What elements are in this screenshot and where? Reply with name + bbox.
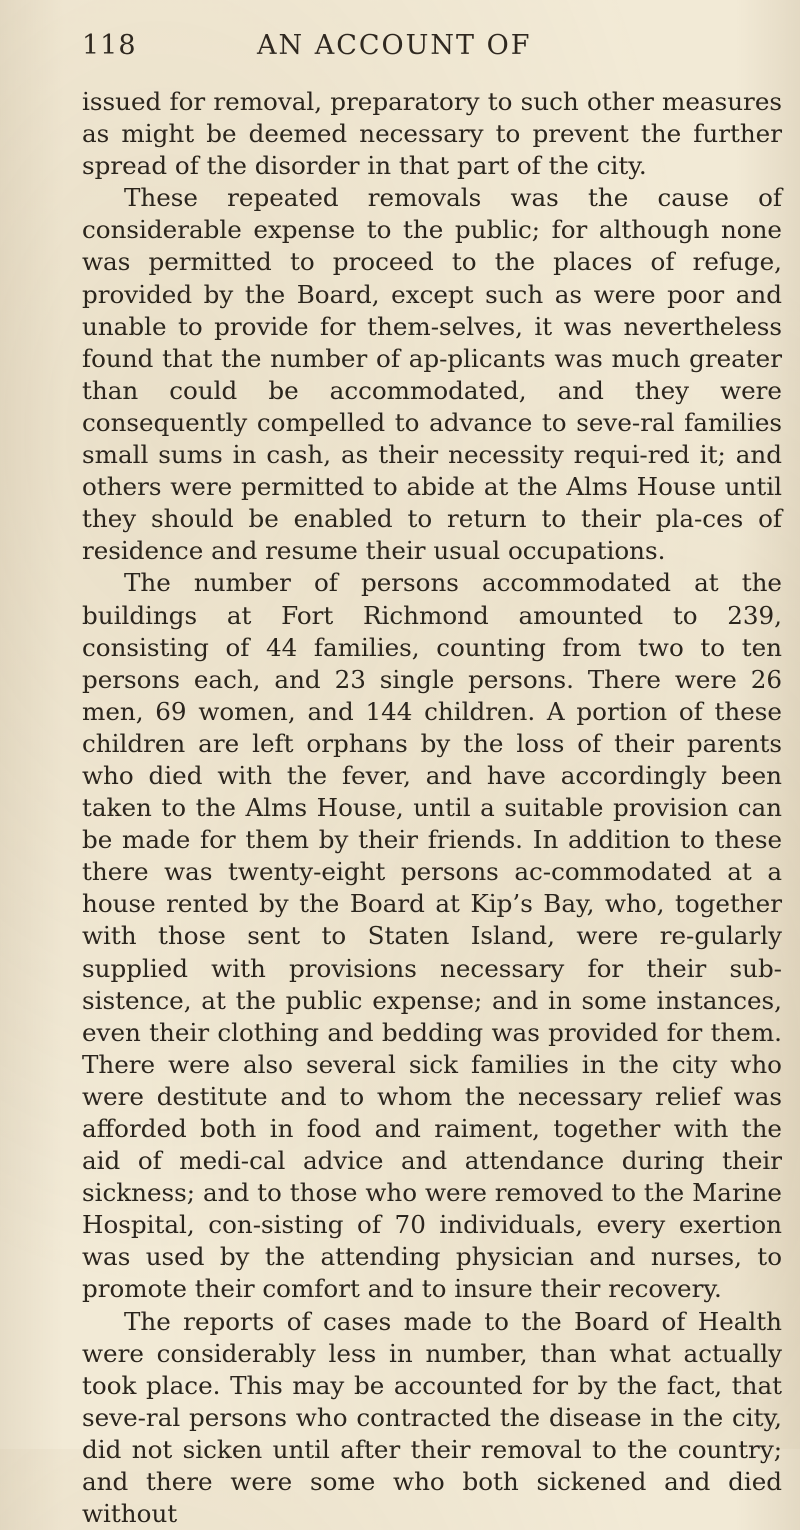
paragraph-removals: These repeated removals was the cause of considerable expense to the public; for although none was permitted to proceed to the places of refuge, provided by the Board, except such as were poor and unable to provide for them-selves, it was nevertheless found that the number of ap-plicants was much greater than could be accommodated, and they were consequently compelled to advance to seve-ral families small sums in cash, as their necessity requi-red it; and others were permitted to abide at the Alms House until they should be enabled to return to their pla-ces of residence and resume their usual occupations. xyxy=(82,183,782,566)
running-head xyxy=(82,30,772,70)
paragraph-reports: The reports of cases made to the Board of Health were considerably less in number, than what actually took place. This may be accounted for by the fact, that seve-ral persons who contracted the disease in the city, did not sicken until after their removal to the country; and there were some who both sickened and died without xyxy=(82,1306,782,1529)
page-number: 118 xyxy=(82,30,137,61)
running-title: AN ACCOUNT OF xyxy=(257,30,532,61)
paragraph-continuation: issued for removal, preparatory to such other measures as might be deemed necessary to prevent the further spread of the disorder in that part of the city. xyxy=(82,87,782,181)
paragraph-fort-richmond: The number of persons accommodated at the buildings at Fort Richmond amounted to 239, consisting of 44 families, counting from two to ten persons each, and 23 single persons. There were 26 men, 69 women, and 144 children. A portion of these children are left orphans by the loss of their parents who died with the fever, and have accordingly been taken to the Alms House, until a suitable provision can be made for them by their friends. In addition to these there was twenty-eight persons ac-commodated at a house rented by the Board at Kip’s Bay, who, together with those sent to Staten Island, were re-gularly supplied with provisions necessary for their sub-sistence, at the public expense; and in some instances, even their clothing and bedding was provided for them. There were also several sick families in the city who were destitute and to whom the necessary relief was afforded both in food and raiment, together with the aid of medi-cal advice and attendance during their sickness; and to those who were removed to the Marine Hospital, con-sisting of 70 individuals, every exertion was used by the attending physician and nurses, to promote their comfort and to insure their recovery. xyxy=(82,568,782,1304)
body-text xyxy=(82,86,782,1530)
